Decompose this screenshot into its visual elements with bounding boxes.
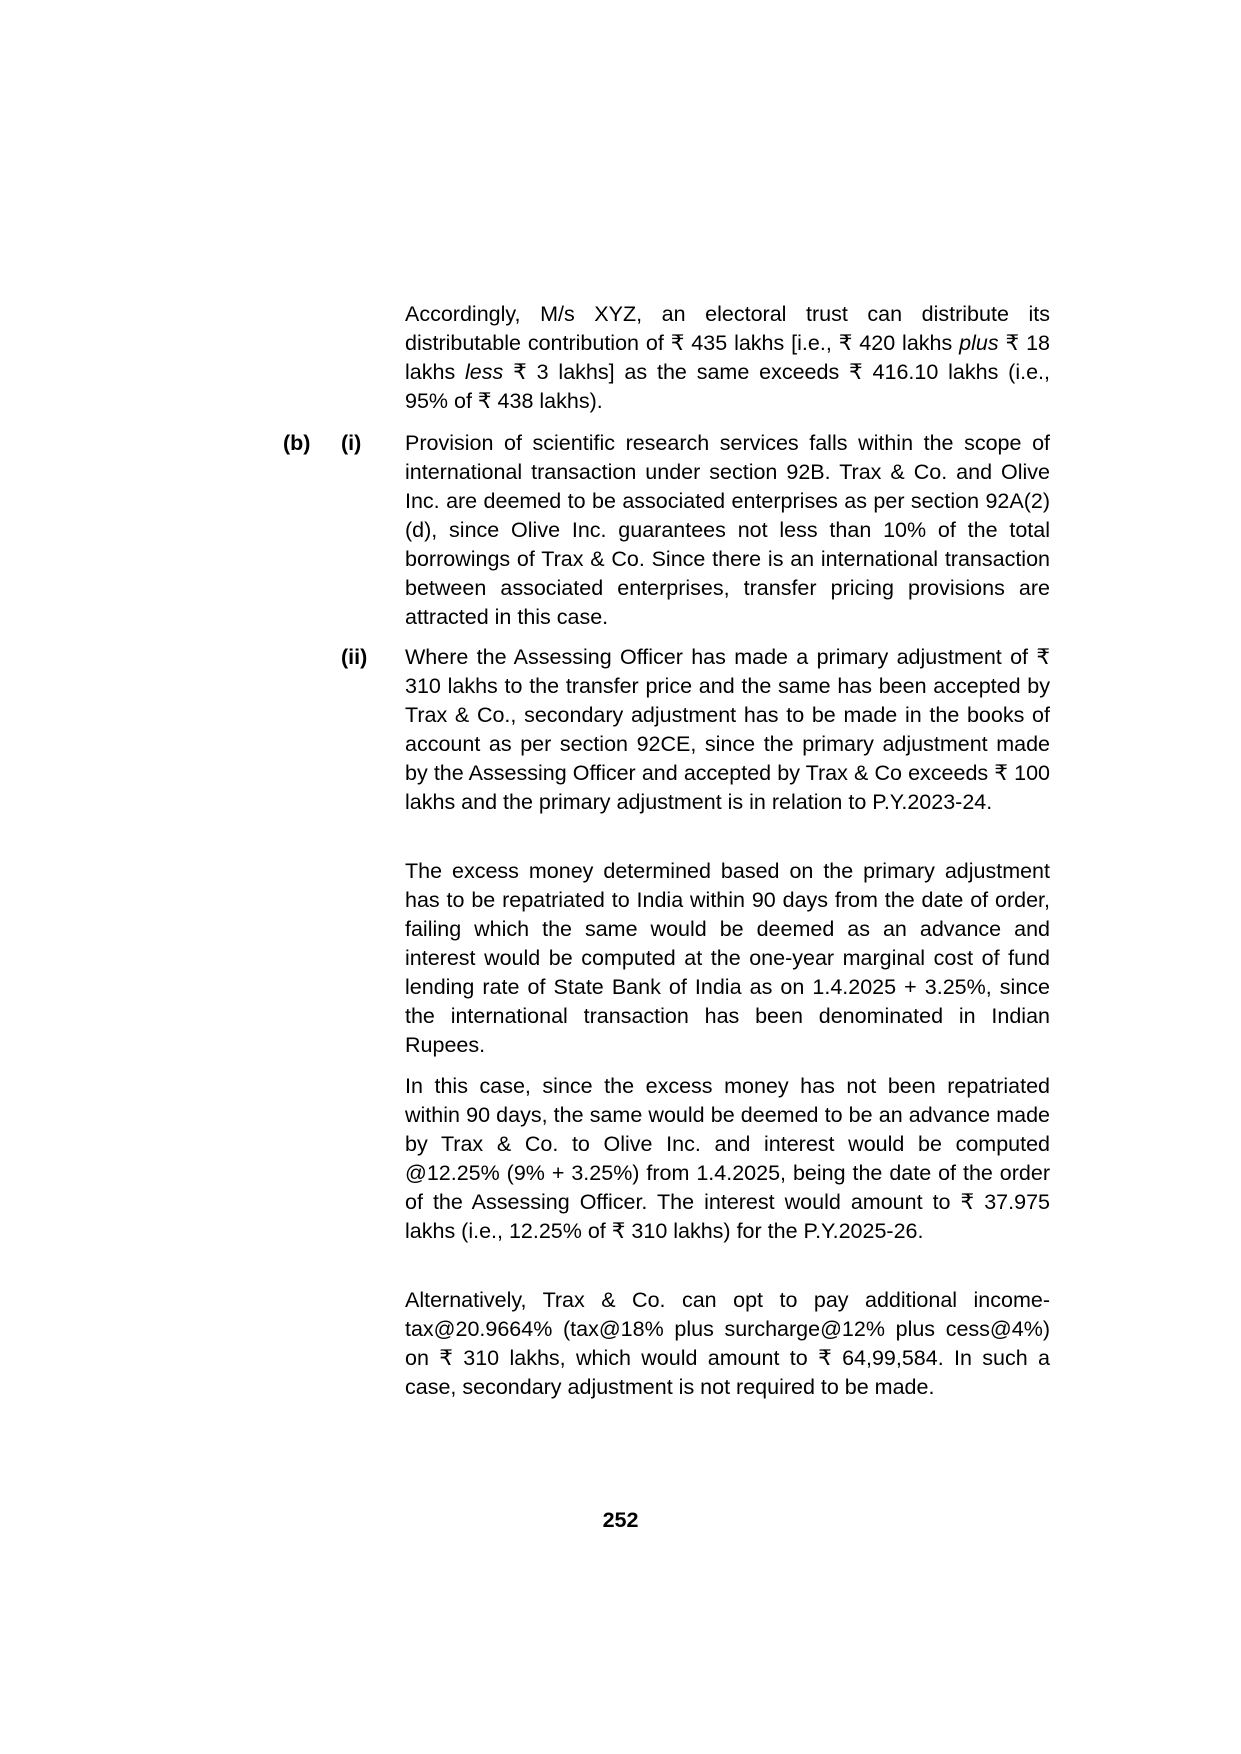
intro-paragraph <box>405 300 1050 416</box>
intro-text-part3: ₹ 3 lakhs] as the same exceeds ₹ 416.10 lakhs (i.e., 95% of ₹ 438 lakhs). <box>405 360 1050 413</box>
item-ii-para1-text: Where the Assessing Officer has made a primary adjustment of ₹ 310 lakhs to the transfer price and the same has been accepted by Trax & Co., secondary adjustment has to be made in the books of account as per section 92CE, since the primary adjustment made by the Assessing Officer and accepted by Trax & Co exceeds ₹ 100 lakhs and the primary adjustment is in relation to P.Y.2023-24. <box>405 645 1050 814</box>
item-ii-para2 <box>405 857 1050 1060</box>
intro-text-part2: ₹ 18 lakhs <box>405 331 1051 384</box>
intro-italic-less: less <box>465 360 504 384</box>
intro-text-part1: Accordingly, M/s XYZ, an electoral trust can distribute its distributable contribution of ₹ 435 lakhs [i.e., ₹ 420 lakhs <box>405 302 1050 355</box>
item-ii-para2-text: The excess money determined based on the primary adjustment has to be repatriated to India within 90 days from the date of order, failing which the same would be deemed as an advance and interest would be computed at the one-year marginal cost of fund lending rate of State Bank of India as on 1.4.2025 + 3.25%, since the international transaction has been denominated in Indian Rupees. <box>405 859 1050 1057</box>
item-i-paragraph <box>405 429 1050 632</box>
item-ii-para1 <box>405 643 1050 817</box>
item-ii-para4-text: Alternatively, Trax & Co. can opt to pay additional income-tax@20.9664% (tax@18% plus surcharge@12% plus cess@4%) on ₹ 310 lakhs, which would amount to ₹ 64,99,584. In such a case, secondary adjustment is not required to be made. <box>405 1288 1050 1399</box>
item-ii-para3 <box>405 1072 1050 1246</box>
item-ii-label: (ii) <box>341 645 368 669</box>
item-i-label: (i) <box>341 431 362 455</box>
section-b-label: (b) <box>283 431 311 455</box>
item-ii-para3-text: In this case, since the excess money has not been repatriated within 90 days, the same would be deemed to be an advance made by Trax & Co. to Olive Inc. and interest would be computed @12.25% (9% + 3.25%) from 1.4.2025, being the date of the order of the Assessing Officer. The interest would amount to ₹ 37.975 lakhs (i.e., 12.25% of ₹ 310 lakhs) for the P.Y.2025-26. <box>405 1074 1050 1243</box>
item-ii-para4 <box>405 1286 1050 1402</box>
item-i-text: Provision of scientific research services falls within the scope of international transaction under section 92B. Trax & Co. and Olive Inc. are deemed to be associated enterprises as per section 92A(2)(d), since Olive Inc. guarantees not less than 10% of the total borrowings of Trax & Co. Since there is an international transaction between associated enterprises, transfer pricing provisions are attracted in this case. <box>405 431 1050 629</box>
intro-italic-plus: plus <box>959 331 999 355</box>
page-number: 252 <box>602 1508 639 1532</box>
